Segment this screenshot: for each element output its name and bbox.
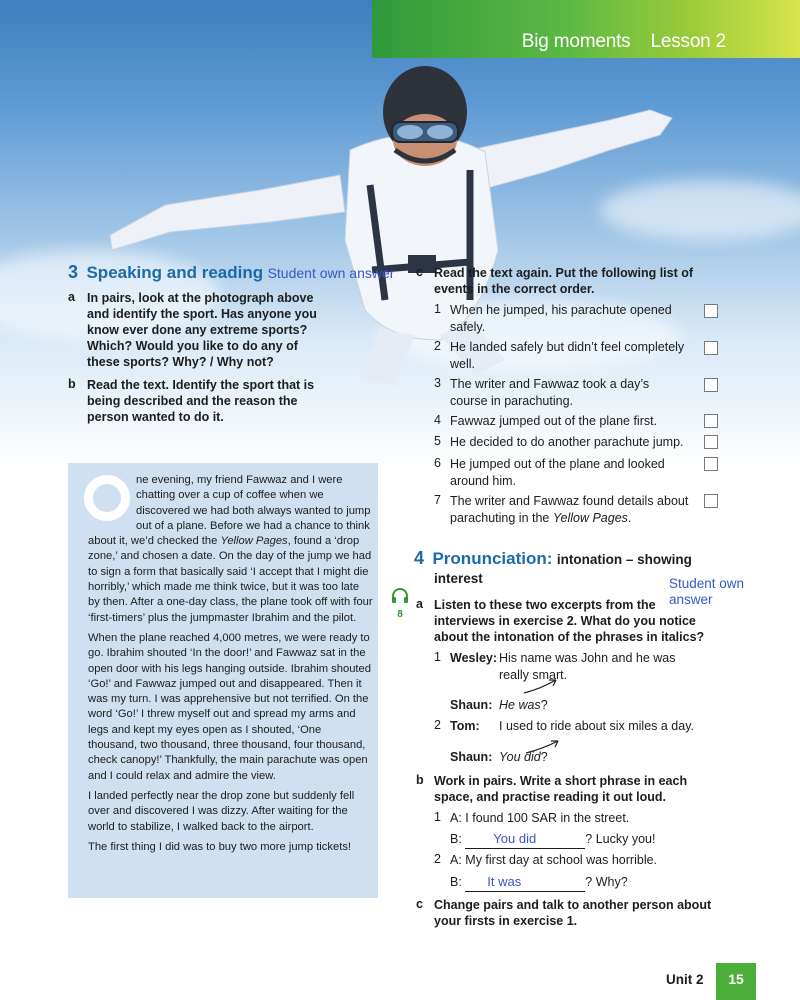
event-item: He jumped out of the plane and looked around him. [450,457,665,488]
headphones-icon [391,588,409,604]
exercise-4b-instruction [434,773,734,805]
exercise-letter: c [416,897,423,911]
speaker-label: Tom: [450,719,480,733]
instruction-line: space, and practise reading it out loud. [434,790,666,804]
section-4-heading [414,548,692,569]
item-number: 2 [434,852,441,866]
order-checkbox[interactable] [704,414,718,428]
instruction-line: Listen to these two excerpts from the [434,598,656,612]
item-number: 3 [434,376,441,390]
section-3-heading [68,262,394,283]
exchange-line-b: B: It was ? Why? [450,874,628,892]
speaker-label: Wesley: [450,651,498,665]
section-number: 4 [414,548,425,568]
order-checkbox[interactable] [704,435,718,449]
exercise-3a-instruction [87,290,347,370]
dialogue-line: His name was John and he was really smart. [499,651,676,682]
event-item: He landed safely but didn’t feel completely well. [450,340,685,371]
item-number: 4 [434,413,441,427]
speaker-label: Shaun: [450,698,493,712]
intonation-arrow-icon [520,675,566,697]
track-number: 8 [397,609,403,620]
instruction-line: interviews in exercise 2. What do you notice [434,614,696,628]
footer-unit-label: Unit 2 [666,972,704,987]
exchange-line-a: A: I found 100 SAR in the street. [450,811,630,825]
order-checkbox[interactable] [704,457,718,471]
reading-paragraph-3: I landed perfectly near the drop zone but suddenly fell over and discovered I was dizzy. After waiting for the world to stabilize, I walked back to the airport. [88,789,355,833]
reading-paragraph-2: When the plane reached 4,000 metres, we were ready to go. Ibrahim shouted ‘In the door!’ and Fawwaz sat in the open door with his legs hanging outside. Ibrahim shouted ‘Go!’ and Fawwaz jumped out and disappeared. Then it was my turn. I was apprehensive but not terrified. On the word ‘Go!’ I threw myself out and spread my arms and legs and kept my eyes open as I shouted, ‘One thousand, two thousand, three thousand, four thousand, check canopy!’ Thankfully, the main parachute was open and I could relax and admire the view. [88,631,371,782]
exercise-4a-instruction [434,597,734,645]
header-banner [372,0,800,58]
item-number: 2 [434,339,441,353]
reading-text-box [68,463,378,898]
dialogue-reply: You did? [499,750,548,764]
order-checkbox[interactable] [704,494,718,508]
item-number: 1 [434,810,441,824]
item-number: 1 [434,650,441,664]
instruction-line: In pairs, look at the photograph above [87,291,314,305]
exchange-line-a: A: My first day at school was horrible. [450,853,658,867]
answer-blank[interactable]: You did [465,831,585,849]
page-number: 15 [716,963,756,1000]
speaker-label: Shaun: [450,750,493,764]
instruction-line: these sports? Why? / Why not? [87,355,274,369]
section-subtitle: interest [434,571,483,586]
section-title: Pronunciation: [432,549,553,568]
lesson-heading [522,31,726,53]
instruction-line: Read the text again. Put the following list of [434,266,694,280]
lesson-label: Lesson 2 [650,31,726,52]
reading-paragraph-4: The first thing I did was to buy two more jump tickets! [88,840,352,853]
event-item: When he jumped, his parachute opened safely. [450,303,672,334]
exercise-letter: b [68,377,76,391]
instruction-line: Read the text. Identify the sport that is [87,378,315,392]
item-number: 6 [434,456,441,470]
unit-title: Big moments [521,31,631,52]
instruction-line: Change pairs and talk to another person about [434,898,712,912]
reading-paragraph-1: ne evening, my friend Fawwaz and I were chatting over a cup of coffee when we discovered we had both always wanted to jump out of a plane. Before we had a chance to think about it, we’d checked the Yellow Pages, found a ‘drop zone,’ and chosen a date. On the day of the jump we had to sign a form that basically said ‘I accept that I might die horribly,’ which made me think twice, but it was too late by then. After a one-day class, the plane took off with four ‘first-timers’ plus the jumpmaster Ibrahim and the pilot. [88,473,373,626]
event-item: He decided to do another parachute jump. [450,435,684,449]
order-checkbox[interactable] [704,304,718,318]
item-number: 7 [434,493,441,507]
item-number: 1 [434,302,441,316]
dialogue-line: I used to ride about six miles a day. [499,719,695,733]
instruction-line: being described and the reason the [87,394,298,408]
audio-track[interactable] [391,588,409,620]
exercise-4c-instruction [434,897,734,929]
order-checkbox[interactable] [704,341,718,355]
instruction-line: and identify the sport. Has anyone you [87,307,317,321]
drop-cap-o [84,475,130,521]
exercise-3c-instruction [434,265,734,297]
instruction-line: Which? Would you like to do any of [87,339,298,353]
event-item: The writer and Fawwaz found details about parachuting in the Yellow Pages. [450,494,689,525]
handwritten-answer: answer [669,592,713,607]
instruction-line: person wanted to do it. [87,410,224,424]
exchange-line-b: B: You did ? Lucky you! [450,831,655,849]
item-number: 2 [434,718,441,732]
event-item: Fawwaz jumped out of the plane first. [450,414,658,428]
instruction-line: know ever done any extreme sports? [87,323,308,337]
instruction-line: events in the correct order. [434,282,595,296]
handwritten-answer: Student own answer [267,265,395,281]
instruction-line: about the intonation of the phrases in italics? [434,630,705,644]
answer-blank[interactable]: It was [465,874,585,892]
instruction-line: Work in pairs. Write a short phrase in each [434,774,688,788]
section-title: Speaking and reading [86,263,264,282]
exercise-letter: a [68,290,75,304]
dialogue-reply: He was? [499,698,548,712]
section-number: 3 [68,262,79,282]
exercise-letter: a [416,597,423,611]
order-checkbox[interactable] [704,378,718,392]
exercise-3b-instruction [87,377,347,425]
handwritten-answer: Student own [669,576,745,591]
exercise-letter: c [416,265,423,279]
section-subtitle: intonation – showing [556,552,692,567]
instruction-line: your firsts in exercise 1. [434,914,578,928]
item-number: 5 [434,434,441,448]
exercise-letter: b [416,773,424,787]
event-item: The writer and Fawwaz took a day’s course in parachuting. [450,377,650,408]
